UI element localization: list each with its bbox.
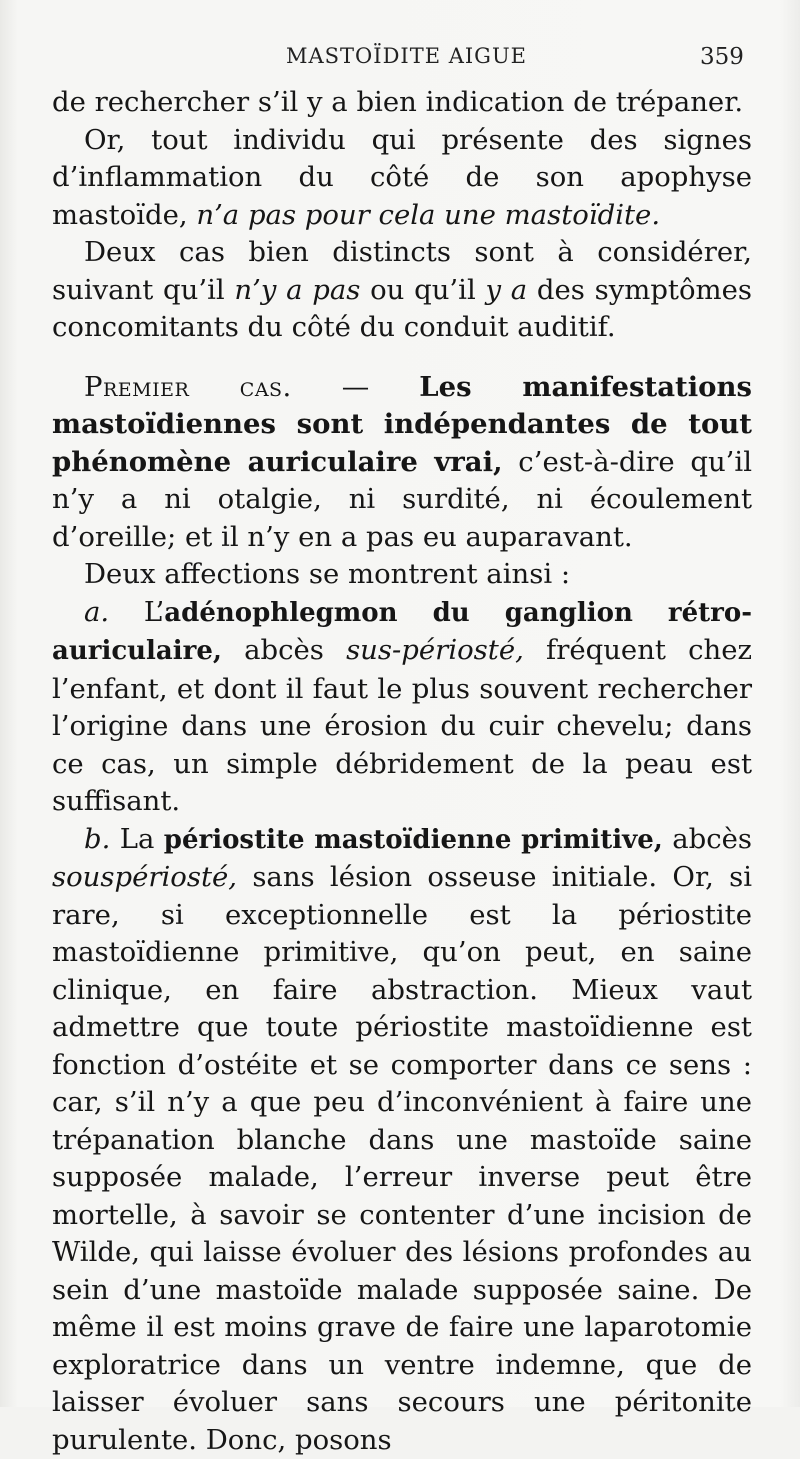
item-text: fréquent chez l’enfant, et dont il faut le plus souvent rechercher l’origine dans une érosion du cuir chevelu; dans ce cas, un simple débridement de la peau est suffisant. <box>52 634 752 817</box>
item-text: abcès <box>222 634 346 666</box>
paragraph-text: ou qu’il <box>360 274 485 306</box>
bold-statement: Les manifestations mastoïdiennes sont indépendantes de tout phénomène auriculaire vrai, <box>52 371 752 478</box>
italic-phrase: y a <box>485 274 527 306</box>
item-text: abcès <box>663 823 752 855</box>
paragraph-two-affections <box>52 556 752 594</box>
dash: — <box>292 371 419 403</box>
paragraph-text: Deux cas bien distincts sont à considérer, suivant qu’il <box>52 236 752 306</box>
item-text: La <box>110 823 163 855</box>
italic-phrase: souspériosté, <box>52 861 237 893</box>
italic-phrase: sus-périosté, <box>346 634 524 666</box>
list-item-a <box>52 594 752 821</box>
item-text: sans lésion osseuse initiale. Or, si rare, si exceptionnelle est la périostite mastoïdienne primitive, qu’on peut, en saine clinique, en faire abstraction. Mieux vaut admettre que toute périostite mastoïdienne est fonction d’ostéite et se comporter dans ce sens : car, s’il n’y a que peu d’inconvénient à faire une trépanation blanche dans une mastoïde saine supposée malade, l’erreur inverse peut être mortelle, à savoir se contenter d’une incision de Wilde, qui laisse évoluer des lésions profondes au sein d’une mastoïde malade supposée saine. De même il est moins grave de faire une laparotomie exploratrice dans un ventre indemne, que de laisser évoluer sans secours une péritonite purulente. Donc, posons <box>52 861 752 1456</box>
item-heading: périostite mastoïdienne primitive, <box>164 825 663 855</box>
paragraph-text: Or, tout individu qui présente des signes d’inflammation du côté de son apophyse mastoïde, <box>52 124 752 231</box>
page-number: 359 <box>700 44 744 70</box>
paragraph-inflammation <box>52 122 752 235</box>
paragraph-text: de rechercher s’il y a bien indication de trépaner. <box>52 86 743 118</box>
item-text: L’ <box>109 596 164 628</box>
page-header <box>0 40 800 80</box>
paragraph-two-cases <box>52 234 752 347</box>
item-heading: adénophlegmon du ganglion rétro-auriculaire, <box>52 598 752 667</box>
section-gap <box>52 347 752 369</box>
italic-phrase: n’a pas pour cela une mastoïdite. <box>196 199 660 231</box>
paragraph-text: des symptômes concomitants du côté du conduit auditif. <box>52 274 752 344</box>
paragraph-premier-cas <box>52 369 752 557</box>
list-item-b <box>52 821 752 1459</box>
paragraph-text: Deux affections se montrent ainsi : <box>84 558 570 590</box>
case-label: Premier cas. <box>84 371 292 403</box>
paragraph-text: c’est-à-dire qu’il n’y a ni otalgie, ni surdité, ni écoulement d’oreille; et il n’y en a pas eu auparavant. <box>52 446 752 553</box>
italic-phrase: n’y a pas <box>234 274 360 306</box>
item-letter: b. <box>84 823 110 855</box>
body-text <box>52 84 752 1459</box>
paragraph-continuation <box>52 84 752 122</box>
running-head: MASTOÏDITE AIGUE <box>286 44 527 68</box>
item-letter: a. <box>84 596 109 628</box>
